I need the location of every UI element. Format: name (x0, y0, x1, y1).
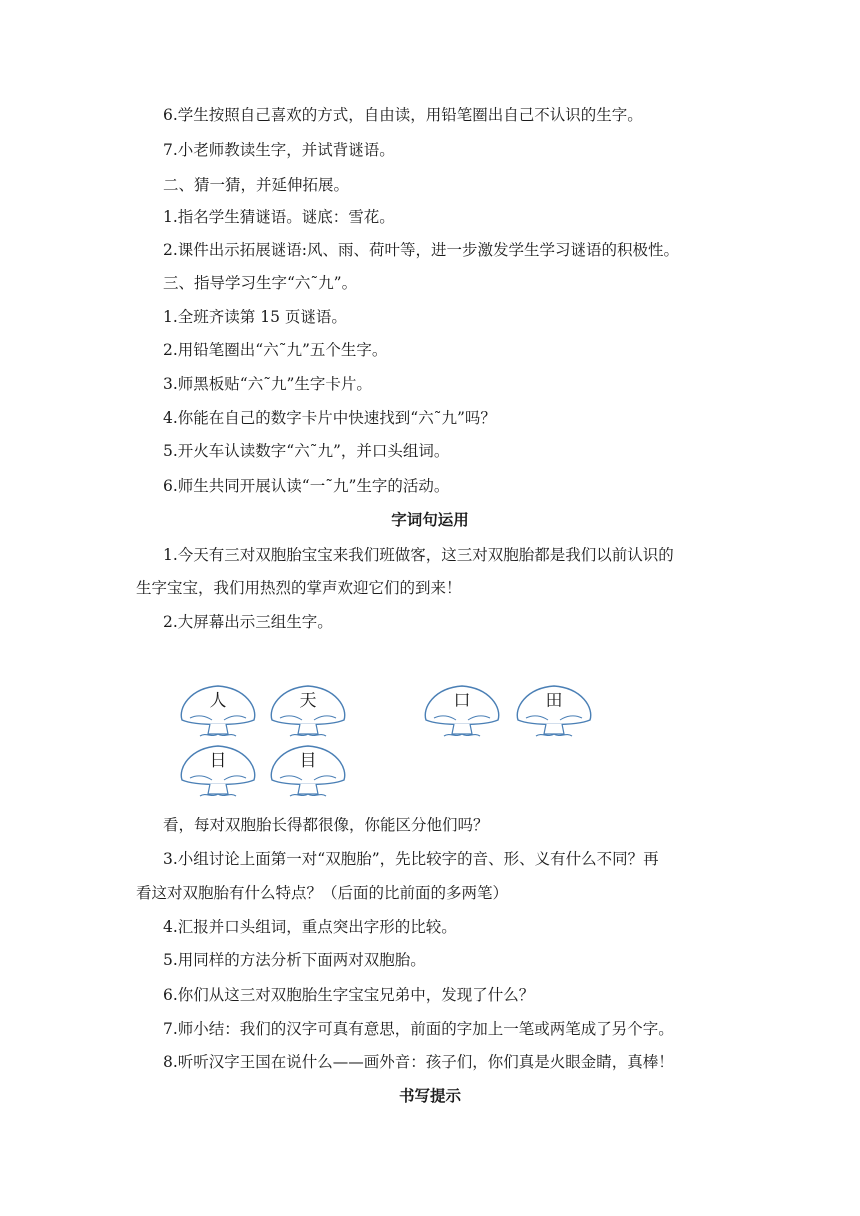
mushroom-char: 目 (299, 751, 317, 771)
mushroom-char: 田 (545, 691, 563, 711)
mushroom-card (422, 680, 502, 740)
heading-line: 二、猜一猜，并延伸拓展。 (163, 176, 350, 194)
mushroom-card (178, 740, 258, 800)
section-title: 书写提示 (398, 1087, 461, 1105)
text-line: 6.师生共同开展认读“一˜九”生字的活动。 (163, 477, 450, 495)
text-line: 2.课件出示拓展谜语:风、雨、荷叶等，进一步激发学生学习谜语的积极性。 (163, 241, 680, 259)
heading-line: 三、指导学习生字“六˜九”。 (163, 274, 358, 292)
text-line: 2.大屏幕出示三组生字。 (163, 613, 333, 631)
mushroom-char: 天 (299, 691, 317, 711)
section-title: 字词句运用 (391, 511, 469, 529)
mushroom-char: 人 (209, 691, 227, 711)
text-line: 6.学生按照自己喜欢的方式，自由读，用铅笔圈出自己不认识的生字。 (163, 106, 643, 124)
mushroom-card (178, 680, 258, 740)
mushroom-card (268, 680, 348, 740)
mushroom-char: 口 (453, 691, 471, 711)
text-line: 1.全班齐读第 15 页谜语。 (163, 308, 347, 326)
text-line: 2.用铅笔圈出“六˜九”五个生字。 (163, 341, 388, 359)
text-line: 1.指名学生猜谜语。谜底：雪花。 (163, 208, 395, 226)
text-line: 看，每对双胞胎长得都很像，你能区分他们吗？ (163, 816, 489, 834)
mushroom-card (268, 740, 348, 800)
text-line: 3.小组讨论上面第一对“双胞胎”，先比较字的音、形、义有什么不同？再 (163, 850, 659, 868)
text-line: 看这对双胞胎有什么特点？（后面的比前面的多两笔） (136, 884, 509, 902)
text-line: 7.师小结：我们的汉字可真有意思，前面的字加上一笔或两笔成了另个字。 (163, 1020, 674, 1038)
text-line: 8.听听汉字王国在说什么——画外音：孩子们，你们真是火眼金睛，真棒！ (163, 1053, 674, 1071)
text-line: 1.今天有三对双胞胎宝宝来我们班做客，这三对双胞胎都是我们以前认识的 (163, 546, 674, 564)
text-line: 5.开火车认读数字“六˜九”，并口头组词。 (163, 442, 450, 460)
mushroom-char: 日 (209, 751, 227, 771)
text-line: 5.用同样的方法分析下面两对双胞胎。 (163, 951, 426, 969)
text-line: 7.小老师教读生字，并试背谜语。 (163, 141, 395, 159)
text-line: 4.汇报并口头组词，重点突出字形的比较。 (163, 918, 457, 936)
text-line: 4.你能在自己的数字卡片中快速找到“六˜九”吗？ (163, 409, 496, 427)
text-line: 生字宝宝，我们用热烈的掌声欢迎它们的到来！ (136, 579, 462, 597)
text-line: 3.师黑板贴“六˜九”生字卡片。 (163, 375, 372, 393)
mushroom-card (514, 680, 594, 740)
text-line: 6.你们从这三对双胞胎生字宝宝兄弟中，发现了什么？ (163, 986, 535, 1004)
